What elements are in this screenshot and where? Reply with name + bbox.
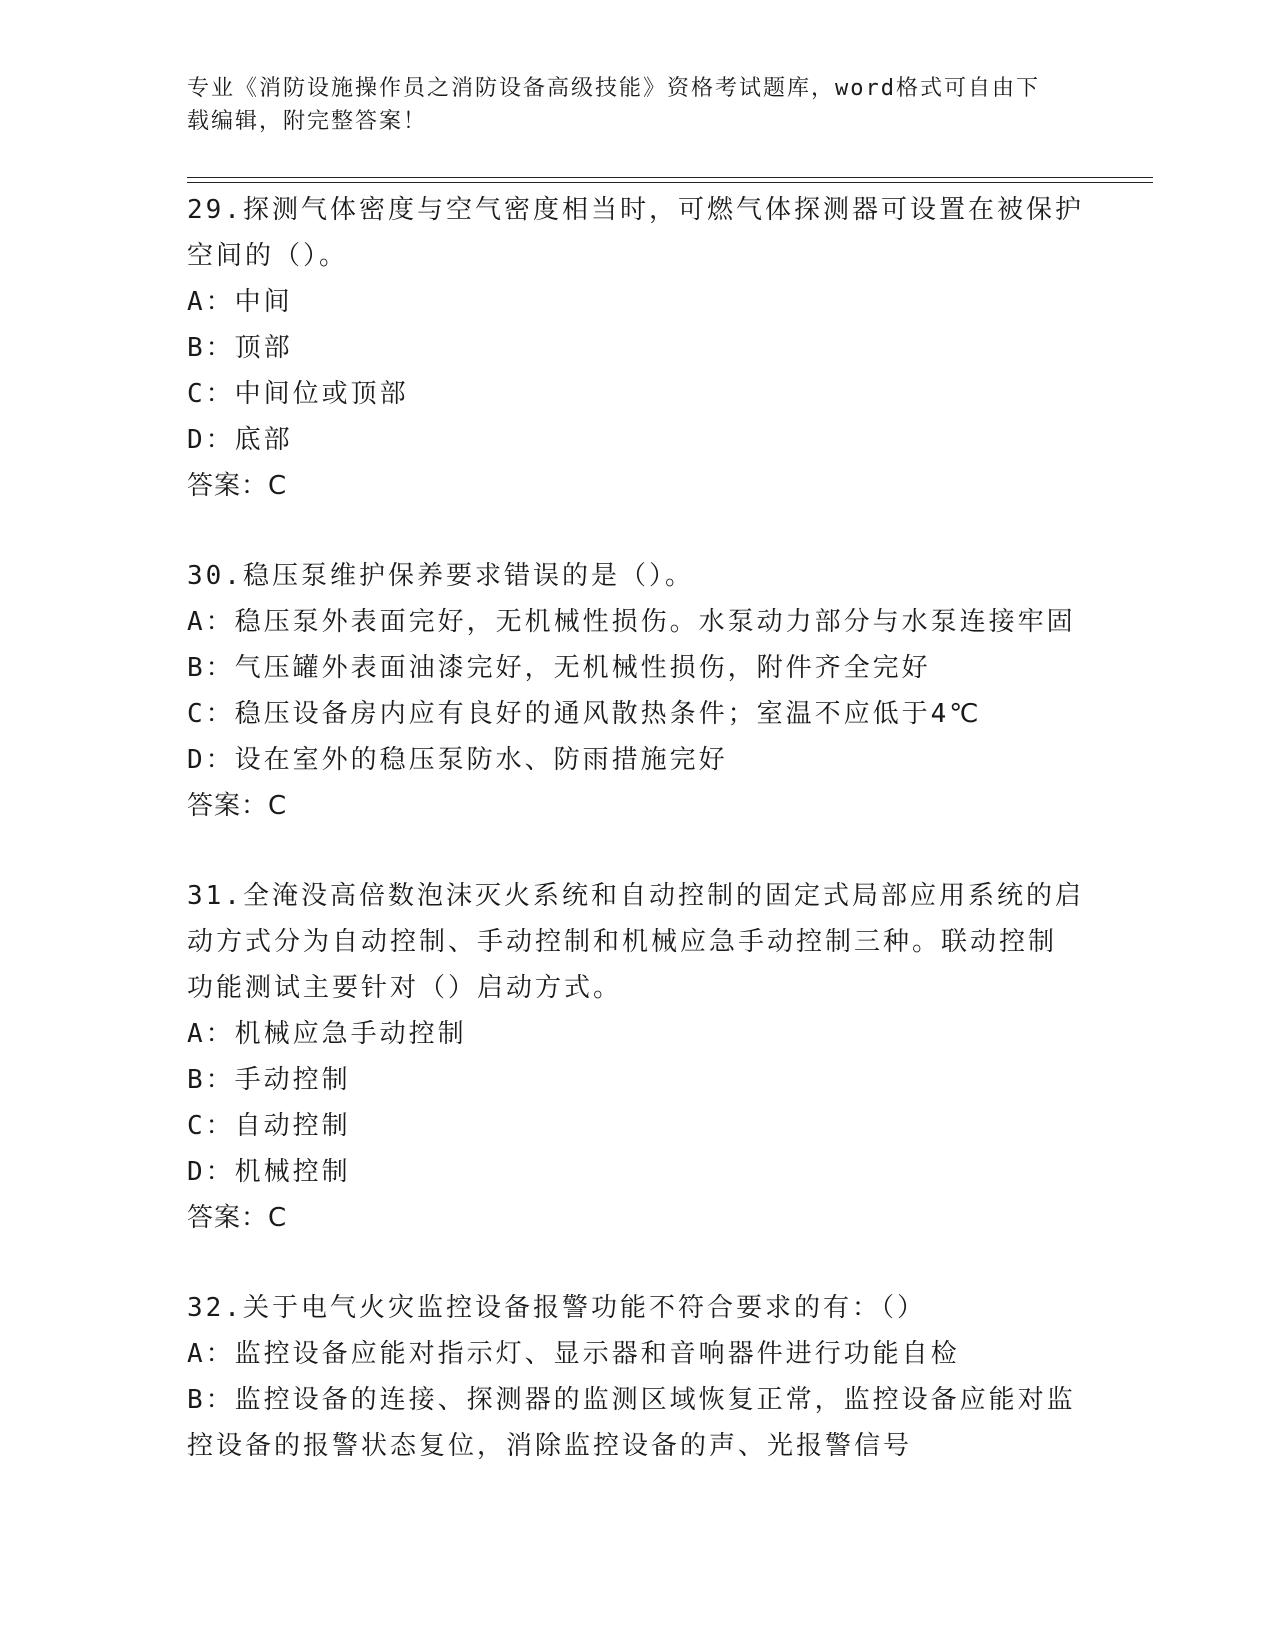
option-b-continued: 控设备的报警状态复位，消除监控设备的声、光报警信号	[187, 1431, 913, 1461]
header-divider-top	[187, 177, 1153, 178]
question-32	[187, 1285, 1087, 1469]
question-stem-line: 功能测试主要针对（）启动方式。	[187, 973, 623, 1003]
header-line-1: 专业《消防设施操作员之消防设备高级技能》资格考试题库，word格式可自由下	[187, 76, 1040, 101]
option-c: C：稳压设备房内应有良好的通风散热条件；室温不应低于4℃	[187, 699, 982, 729]
question-stem-line: 动方式分为自动控制、手动控制和机械应急手动控制三种。联动控制	[187, 927, 1058, 957]
option-b: B：监控设备的连接、探测器的监测区域恢复正常，监控设备应能对监	[187, 1385, 1076, 1415]
question-31	[187, 873, 1087, 1241]
header-divider-bottom	[187, 182, 1153, 183]
option-b: B：手动控制	[187, 1065, 351, 1095]
question-30	[187, 553, 1087, 829]
option-b: B：顶部	[187, 333, 293, 363]
option-d: D：设在室外的稳压泵防水、防雨措施完好	[187, 745, 728, 775]
answer-line: 答案：C	[187, 1203, 288, 1233]
question-stem-line: 29.探测气体密度与空气密度相当时，可燃气体探测器可设置在被保护	[187, 195, 1084, 225]
header-line-2: 载编辑，附完整答案！	[187, 109, 428, 134]
question-29	[187, 187, 1087, 509]
option-d: D：底部	[187, 425, 293, 455]
option-a: A：机械应急手动控制	[187, 1019, 467, 1049]
question-stem-line: 空间的（）。	[187, 241, 349, 271]
option-a: A：监控设备应能对指示灯、显示器和音响器件进行功能自检	[187, 1339, 960, 1369]
question-list	[187, 187, 1087, 1513]
option-d: D：机械控制	[187, 1157, 351, 1187]
question-stem-line: 31.全淹没高倍数泡沫灭火系统和自动控制的固定式局部应用系统的启	[187, 881, 1084, 911]
option-a: A：中间	[187, 287, 293, 317]
option-c: C：中间位或顶部	[187, 379, 409, 409]
document-header	[187, 72, 1067, 138]
answer-line: 答案：C	[187, 471, 288, 501]
option-b: B：气压罐外表面油漆完好，无机械性损伤，附件齐全完好	[187, 653, 931, 683]
question-stem-line: 30.稳压泵维护保养要求错误的是（）。	[187, 561, 694, 591]
option-c: C：自动控制	[187, 1111, 351, 1141]
answer-line: 答案：C	[187, 791, 288, 821]
question-stem-line: 32.关于电气火灾监控设备报警功能不符合要求的有：（）	[187, 1293, 926, 1323]
option-a: A：稳压泵外表面完好，无机械性损伤。水泵动力部分与水泵连接牢固	[187, 607, 1076, 637]
